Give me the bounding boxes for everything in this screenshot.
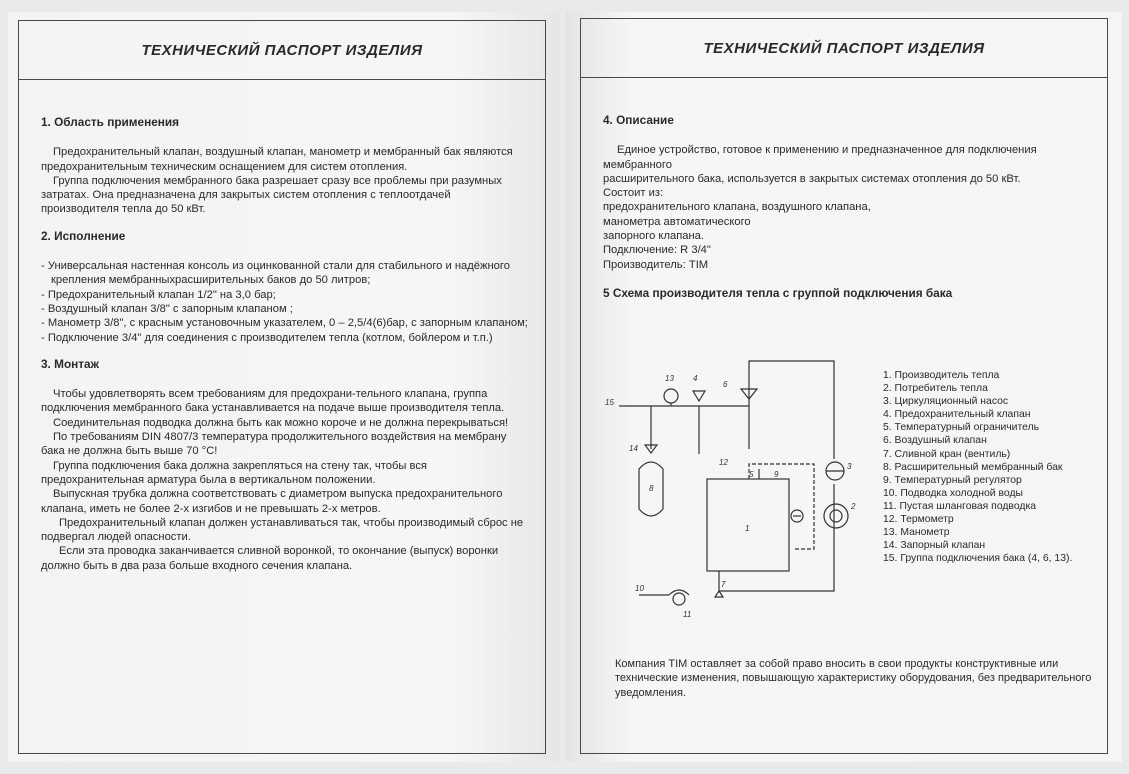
scheme-legend (883, 369, 1098, 565)
right-page-frame (580, 18, 1108, 754)
section-2-list (41, 259, 531, 345)
diagram-label: 3 (847, 462, 852, 471)
section-4-line: Состоит из: (603, 187, 664, 200)
diagram-label: 10 (635, 584, 644, 593)
diagram-label: 7 (721, 580, 726, 589)
diagram-label: 2 (851, 502, 856, 511)
list-item: - Манометр 3/8", с красным установочным указателем, 0 – 2,5/4(6)бар, с запорным клапаном; (41, 317, 528, 330)
left-page-frame (18, 20, 546, 754)
legend-item: 5. Температурный ограничитель (883, 422, 1040, 434)
section-1-paragraph-1: Предохранительный клапан, воздушный клапан, манометр и мембранный бак являются предохранительным техническим оснащением для систем отопления. (41, 146, 513, 173)
legend-item: 14. Запорный клапан (883, 540, 986, 552)
left-page (8, 12, 560, 762)
section-4-line: манометра автоматического (603, 215, 751, 228)
diagram-label: 9 (774, 470, 779, 479)
section-4-line: предохранительного клапана, воздушного клапана, (603, 201, 871, 214)
section-3-title: 3. Монтаж (41, 356, 99, 371)
section-4-line: расширительного бака, используется в закрытых системах отопления до 50 кВт. (603, 172, 1021, 185)
section-3-paragraph-6: Предохранительный клапан должен устанавливаться так, чтобы производимый сброс не подвергал людей опасности. (41, 516, 524, 544)
heating-scheme-diagram (599, 359, 869, 629)
legend-item: 4. Предохранительный клапан (883, 409, 1031, 421)
section-3-paragraph-5: Выпускная трубка должна соответствовать с диаметром выпуска предохранительного клапана, иметь не более 2-х изгибов и не превышать 2-х метров. (41, 488, 503, 515)
legend-item: 2. Потребитель тепла (883, 383, 988, 395)
legend-item: 8. Расширительный мембранный бак (883, 461, 1063, 473)
section-4-line: Подключение: R 3/4" (603, 244, 711, 257)
diagram-label: 5 (749, 470, 754, 479)
section-3-paragraph-7: Если эта проводка заканчивается сливной воронкой, то окончание (выпуск) воронки должно быть в два раза больше входного сечения клапана. (41, 545, 499, 572)
diagram-label: 6 (723, 380, 728, 389)
left-page-header: ТЕХНИЧЕСКИЙ ПАСПОРТ ИЗДЕЛИЯ (19, 21, 545, 80)
list-item: - Воздушный клапан 3/8" с запорным клапаном ; (41, 302, 293, 315)
list-item: - Подключение 3/4" для соединения с производителем тепла (котлом, бойлером и т.п.) (41, 331, 493, 344)
safety-valve (693, 391, 705, 401)
diagram-label: 13 (665, 374, 674, 383)
section-3-paragraph-2: Соединительная подводка должна быть как можно короче и не должна перекрываться! (53, 416, 509, 429)
legend-item: 7. Сливной кран (вентиль) (883, 448, 1011, 460)
diagram-label: 4 (693, 374, 698, 383)
manometer-gauge (664, 389, 678, 403)
legend-item: 3. Циркуляционный насос (883, 396, 1009, 408)
section-3-paragraph-1: Чтобы удовлетворять всем требованиям для предохрани-тельного клапана, группа подключения мембранного бака устанавливается на подаче выше производителя тепла. (41, 388, 505, 415)
diagram-label: 1 (745, 524, 750, 533)
section-4-line: Единое устройство, готовое к применению и предназначенное для подключения мембранного (603, 144, 1037, 171)
diagram-label: 11 (683, 610, 692, 619)
right-page-header: ТЕХНИЧЕСКИЙ ПАСПОРТ ИЗДЕЛИЯ (581, 19, 1107, 78)
drain-funnel (673, 593, 685, 605)
legend-item: 15. Группа подключения бака (4, 6, 13). (883, 553, 1073, 565)
legend-item: 1. Производитель тепла (883, 370, 1000, 381)
section-1-paragraph-2: Группа подключения мембранного бака разрешает сразу все проблемы при разумных затратах. Она предназначена для закрытых систем отопления с теплоотдачей производителя тепла до 50 кВт. (41, 174, 502, 216)
section-3-paragraph-4: Группа подключения бака должна закрепляться на стену так, чтобы вся предохранительная арматура была в вертикальном положении. (41, 459, 427, 486)
section-4-title: 4. Описание (603, 113, 674, 127)
legend-item: 9. Температурный регулятор (883, 474, 1022, 486)
section-4-line: запорного клапана. (603, 230, 704, 243)
diagram-label: 12 (719, 458, 728, 467)
legend-item: 11. Пустая шланговая подводка (883, 500, 1036, 512)
legend-item: 12. Термометр (883, 514, 954, 526)
left-page-content (41, 115, 531, 573)
list-item: - Универсальная настенная консоль из оцинкованной стали для стабильного и надёжного крепления мембранныхрасширительных баков до 50 литров; (41, 260, 510, 287)
return-pipe (719, 484, 834, 591)
section-4-line: Производитель: TIM (603, 258, 709, 271)
legend-item: 10. Подводка холодной воды (883, 487, 1023, 499)
section-2-title: 2. Исполнение (41, 228, 126, 243)
legend-item: 13. Манометр (883, 527, 950, 539)
diagram-label: 8 (649, 484, 654, 493)
list-item: - Предохранительный клапан 1/2" на 3,0 бар; (41, 288, 276, 301)
diagram-label: 14 (629, 444, 638, 453)
section-3-paragraph-3: По требованиям DIN 4807/3 температура продолжительного воздействия на мембрану бака не должна быть выше 70 °C! (41, 431, 507, 458)
legend-item: 6. Воздушный клапан (883, 435, 987, 447)
footer-note: Компания TIM оставляет за собой право вносить в свои продукты конструктивные или технические изменения, повышающую характеристику оборудования, без предварительного уведомления. (615, 658, 1092, 699)
consumer-circle (824, 504, 848, 528)
right-page-content (603, 113, 1093, 316)
diagram-label: 15 (605, 398, 614, 407)
section-1-title: 1. Область применения (41, 115, 180, 129)
right-page (566, 12, 1122, 762)
section-5-title: 5 Схема производителя тепла с группой подключения бака (603, 285, 953, 300)
